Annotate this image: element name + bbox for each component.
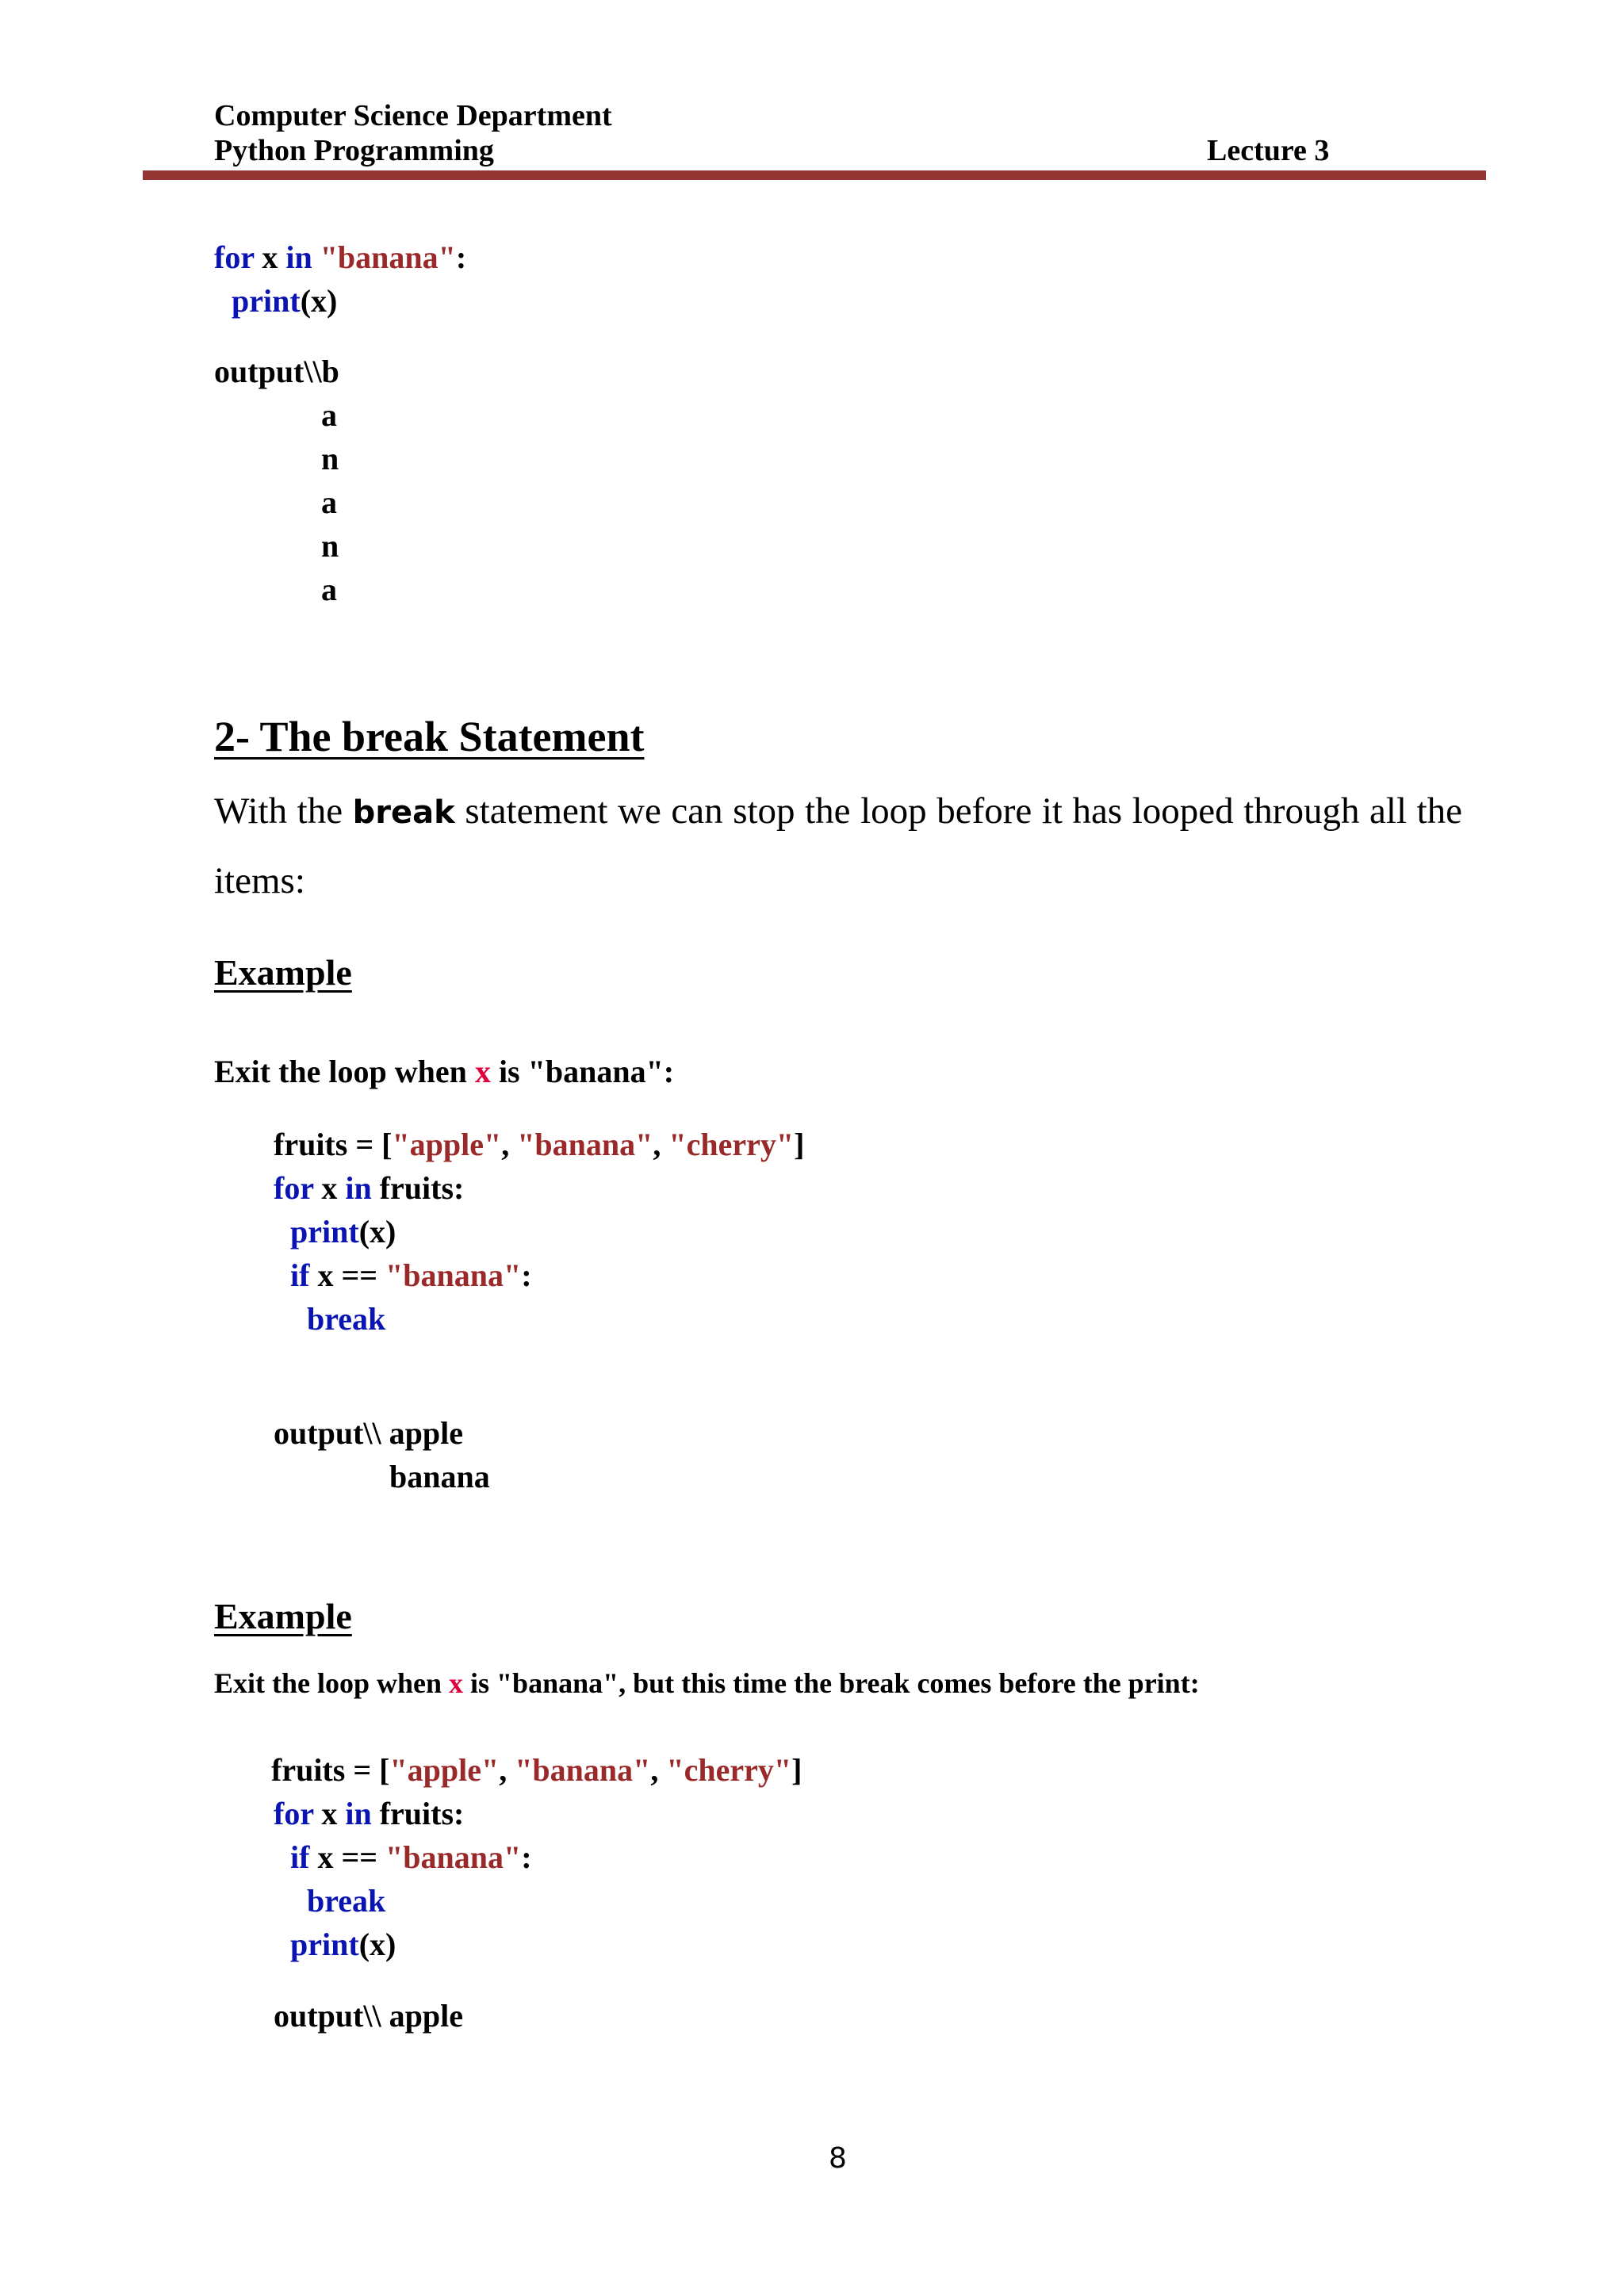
string-literal: "banana" xyxy=(320,239,456,275)
example-1-code-line-3: print(x) xyxy=(290,1214,396,1249)
header-rule xyxy=(143,170,1486,180)
intro-output-char: a xyxy=(321,397,337,433)
section-title: 2- The break Statement xyxy=(214,713,645,760)
intro-code-line-1: for x in "banana": xyxy=(214,239,467,275)
example-1-code-line-5: break xyxy=(307,1301,386,1337)
example-1-output-label: output\\ apple xyxy=(274,1415,463,1451)
keyword-print: print xyxy=(232,283,301,319)
intro-code-line-2: print(x) xyxy=(232,283,338,319)
intro-output-char: n xyxy=(321,441,339,476)
example-2-code-line-3: if x == "banana": xyxy=(290,1839,532,1875)
example-1-output-line-2: banana xyxy=(389,1459,490,1494)
example-1-description: Exit the loop when x is "banana": xyxy=(214,1054,675,1089)
intro-output-char: n xyxy=(321,528,339,564)
intro-output-char: a xyxy=(321,572,337,607)
example-2-code-line-5: print(x) xyxy=(290,1927,396,1962)
example-2-description: Exit the loop when x is "banana", but this time the break comes before the print: xyxy=(214,1667,1200,1699)
intro-output-label: output\\b xyxy=(214,354,339,389)
highlight-var: x xyxy=(474,1054,491,1089)
header-course: Python Programming xyxy=(214,134,494,167)
inline-keyword-break: break xyxy=(352,794,455,831)
header-lecture: Lecture 3 xyxy=(1207,134,1330,167)
keyword-for: for xyxy=(214,239,255,275)
example-2-code-line-1: fruits = ["apple", "banana", "cherry"] xyxy=(271,1752,802,1788)
example-1-code-line-1: fruits = ["apple", "banana", "cherry"] xyxy=(274,1127,805,1162)
intro-output-char: a xyxy=(321,484,337,520)
header-department: Computer Science Department xyxy=(214,99,612,132)
example-2-heading: Example xyxy=(214,1596,352,1636)
example-2-output-label: output\\ apple xyxy=(274,1998,463,2034)
example-2-code-line-2: for x in fruits: xyxy=(274,1796,465,1831)
example-1-heading: Example xyxy=(214,952,352,993)
example-1-code-line-4: if x == "banana": xyxy=(290,1257,532,1293)
keyword-in: in xyxy=(285,239,312,275)
example-1-code-line-2: for x in fruits: xyxy=(274,1170,465,1206)
page-number: 8 xyxy=(829,2142,847,2175)
section-paragraph: With the break statement we can stop the loop before it has looped through all the items: xyxy=(214,790,1462,901)
example-2-code-line-4: break xyxy=(307,1883,386,1919)
highlight-var: x xyxy=(449,1667,464,1699)
